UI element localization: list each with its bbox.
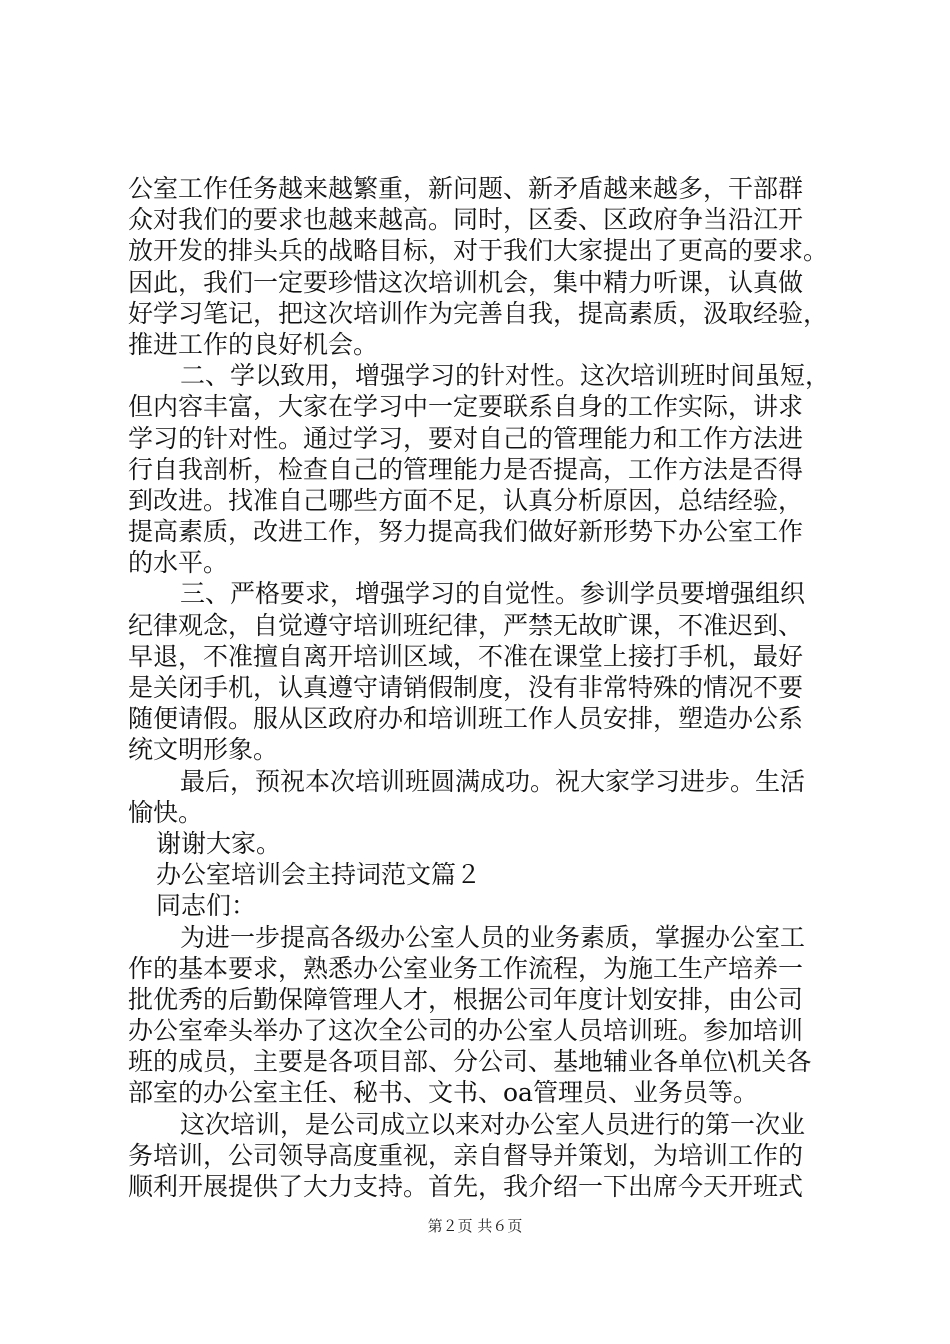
text-line: 谢谢大家。 (156, 828, 282, 858)
text-line: 二、学以致用，增强学习的针对性。这次培训班时间虽短， (180, 361, 831, 391)
text-line: 三、严格要求，增强学习的自觉性。参训学员要增强组织 (180, 579, 806, 609)
text-line: 办公室牵头举办了这次全公司的办公室人员培训班。参加培训 (128, 1016, 804, 1046)
text-line: 为进一步提高各级办公室人员的业务素质，掌握办公室工 (180, 922, 806, 952)
text-line: 批优秀的后勤保障管理人才，根据公司年度计划安排，由公司 (128, 984, 804, 1014)
text-line: 愉快。 (128, 797, 204, 827)
text-line: 早退，不准擅自离开培训区域，不准在课堂上接打手机，最好 (128, 641, 804, 671)
text-line: 公室工作任务越来越繁重，新问题、新矛盾越来越多，干部群 (128, 174, 804, 203)
text-line: 班的成员，主要是各项目部、分公司、基地辅业各单位\机关各 (128, 1047, 812, 1077)
text-line: 顺利开展提供了大力支持。首先，我介绍一下出席今天开班式 (128, 1172, 804, 1201)
text-line: 随便请假。服从区政府办和培训班工作人员安排，塑造办公系 (128, 704, 804, 734)
text-line: 因此，我们一定要珍惜这次培训机会，集中精力听课，认真做 (128, 267, 804, 297)
text-line: 推进工作的良好机会。 (128, 329, 379, 359)
text-line: 是关闭手机，认真遵守请销假制度，没有非常特殊的情况不要 (128, 673, 804, 702)
text-line: 务培训，公司领导高度重视，亲自督导并策划，为培训工作的 (128, 1140, 804, 1170)
text-line: 学习的针对性。通过学习，要对自己的管理能力和工作方法进 (128, 423, 804, 453)
text-line: 办公室培训会主持词范文篇２ (156, 860, 482, 890)
text-line: 放开发的排头兵的战略目标，对于我们大家提出了更高的要求。 (128, 236, 829, 266)
text-line: 到改进。找准自己哪些方面不足，认真分析原因，总结经验， (128, 485, 804, 515)
text-line: 作的基本要求，熟悉办公室业务工作流程，为施工生产培养一 (128, 953, 804, 983)
text-line: 的水平。 (128, 548, 229, 578)
text-line: 好学习笔记，把这次培训作为完善自我，提高素质，汲取经验， (128, 298, 829, 328)
text-line: 纪律观念，自觉遵守培训班纪律，严禁无故旷课，不准迟到、 (128, 610, 804, 640)
text-line: 部室的办公室主任、秘书、文书、oa管理员、业务员等。 (128, 1078, 758, 1108)
text-line: 但内容丰富，大家在学习中一定要联系自身的工作实际，讲求 (128, 392, 804, 422)
text-line: 行自我剖析，检查自己的管理能力是否提高，工作方法是否得 (128, 454, 804, 484)
text-line: 提高素质，改进工作，努力提高我们做好新形势下办公室工作 (128, 517, 804, 547)
document-body (128, 173, 840, 1202)
text-line: 统文明形象。 (128, 735, 279, 765)
text-line: 众对我们的要求也越来越高。同时，区委、区政府争当沿江开 (128, 205, 804, 235)
text-line: 同志们： (156, 891, 257, 921)
page-number-footer: 第２页 共６页 (427, 1217, 523, 1235)
text-line: 这次培训，是公司成立以来对办公室人员进行的第一次业 (180, 1109, 806, 1139)
text-line: 最后，预祝本次培训班圆满成功。祝大家学习进步。生活 (180, 766, 806, 796)
